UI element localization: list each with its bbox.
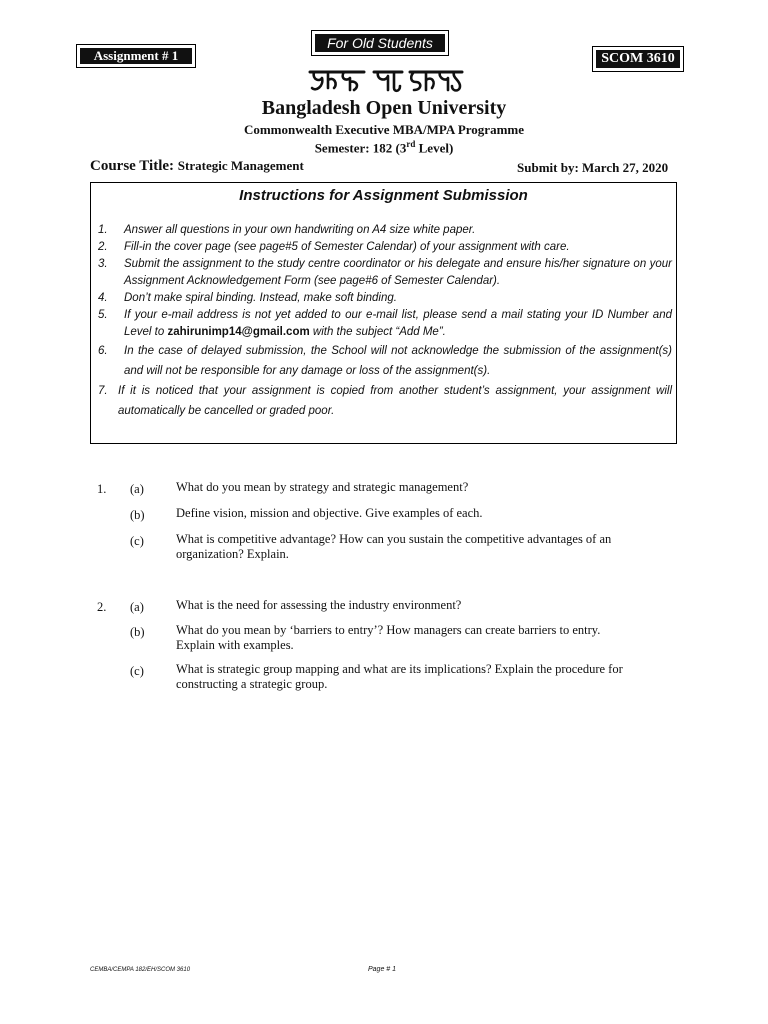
question-part-label: (b) bbox=[130, 625, 145, 639]
instruction-number: 1. bbox=[98, 224, 108, 236]
instruction-number: 2. bbox=[98, 241, 108, 253]
question-part-text: What is the need for assessing the industry environment? bbox=[176, 598, 462, 612]
instruction-item bbox=[98, 239, 672, 256]
question-part-text bbox=[176, 623, 600, 653]
question-part-label: (c) bbox=[130, 534, 144, 548]
instruction-text: Submit the assignment to the study centre coordinator or his delegate and ensure his/her signature on your Assignment Acknowledgement Form (see page#6 of Semester Calendar). bbox=[124, 258, 672, 287]
question-part-text bbox=[176, 662, 623, 692]
question-part-label: (a) bbox=[130, 600, 144, 614]
contact-email: zahirunimp14@gmail.com bbox=[167, 326, 310, 338]
semester-line bbox=[0, 139, 768, 156]
question-part-text bbox=[176, 532, 611, 562]
question-line: Explain with examples. bbox=[176, 638, 294, 652]
school-of-business-logo bbox=[306, 66, 466, 96]
instruction-text: Fill-in the cover page (see page#5 of Semester Calendar) of your assignment with care. bbox=[124, 241, 570, 253]
question-line: What do you mean by ‘barriers to entry’? How managers can create barriers to entry. bbox=[176, 623, 601, 637]
instruction-item bbox=[98, 222, 672, 239]
instructions-list bbox=[98, 222, 672, 421]
instruction-number: 3. bbox=[98, 258, 108, 270]
instruction-text: In the case of delayed submission, the School will not acknowledge the submission of the assignment(s) and will not be responsible for any damage or loss of the assignment(s). bbox=[124, 345, 672, 377]
instruction-number: 7. bbox=[98, 385, 108, 397]
course-title-value: Strategic Management bbox=[177, 158, 304, 173]
question-part-label: (a) bbox=[130, 482, 144, 496]
instruction-number: 5. bbox=[98, 309, 108, 321]
instruction-item bbox=[98, 341, 672, 381]
instruction-text-part: If your e-mail address is not yet added to our e-mail list, please send a mail stating your ID Number and Level to bbox=[124, 309, 672, 338]
instruction-item bbox=[98, 381, 672, 421]
programme-name: Commonwealth Executive MBA/MPA Programme bbox=[243, 122, 525, 137]
question-line: What is competitive advantage? How can you sustain the competitive advantages of an bbox=[176, 532, 612, 546]
instruction-text: Answer all questions in your own handwriting on A4 size white paper. bbox=[124, 224, 476, 236]
instruction-text: Don’t make spiral binding. Instead, make soft binding. bbox=[124, 292, 397, 304]
course-code-tag bbox=[592, 46, 684, 72]
question-line: What is strategic group mapping and what are its implications? Explain the procedure for bbox=[176, 662, 623, 676]
footer-reference: CEMBA/CEMPA 182/EH/SCOM 3610 bbox=[90, 967, 191, 973]
question-part-text: Define vision, mission and objective. Give examples of each. bbox=[176, 506, 483, 520]
course-title bbox=[90, 158, 304, 175]
assignment-number-label: Assignment # 1 bbox=[80, 48, 192, 64]
question-part-label: (b) bbox=[130, 508, 145, 522]
page-number: Page # 1 bbox=[368, 966, 397, 973]
question-part-text: What do you mean by strategy and strategic management? bbox=[176, 480, 469, 494]
instruction-text-part: with the subject “Add Me”. bbox=[309, 326, 446, 338]
question-number: 1. bbox=[97, 482, 107, 496]
semester-prefix: Semester: 182 (3 bbox=[314, 140, 407, 156]
question-part-label: (c) bbox=[130, 664, 144, 678]
instruction-number: 4. bbox=[98, 292, 108, 304]
instruction-text bbox=[124, 307, 672, 341]
instruction-item bbox=[98, 307, 672, 341]
semester-superscript: rd bbox=[406, 139, 416, 149]
instruction-text: If it is noticed that your assignment is copied from another student’s assignment, your assignment will automatically be cancelled or graded poor. bbox=[118, 385, 672, 417]
instructions-title: Instructions for Assignment Submission bbox=[239, 187, 528, 204]
assignment-number-tag bbox=[76, 44, 196, 68]
question-line: constructing a strategic group. bbox=[176, 677, 328, 691]
instruction-item bbox=[98, 256, 672, 290]
question-number: 2. bbox=[97, 600, 107, 614]
old-students-label: For Old Students bbox=[315, 34, 445, 52]
instruction-number: 6. bbox=[98, 345, 108, 357]
university-name: Bangladesh Open University bbox=[261, 97, 507, 119]
instruction-item bbox=[98, 290, 672, 307]
question-line: organization? Explain. bbox=[176, 547, 289, 561]
course-code-label: SCOM 3610 bbox=[596, 50, 680, 68]
old-students-tag bbox=[311, 30, 449, 56]
submit-by-date: Submit by: March 27, 2020 bbox=[517, 160, 669, 175]
course-title-label: Course Title: bbox=[90, 158, 175, 174]
semester-suffix: Level) bbox=[415, 140, 454, 156]
